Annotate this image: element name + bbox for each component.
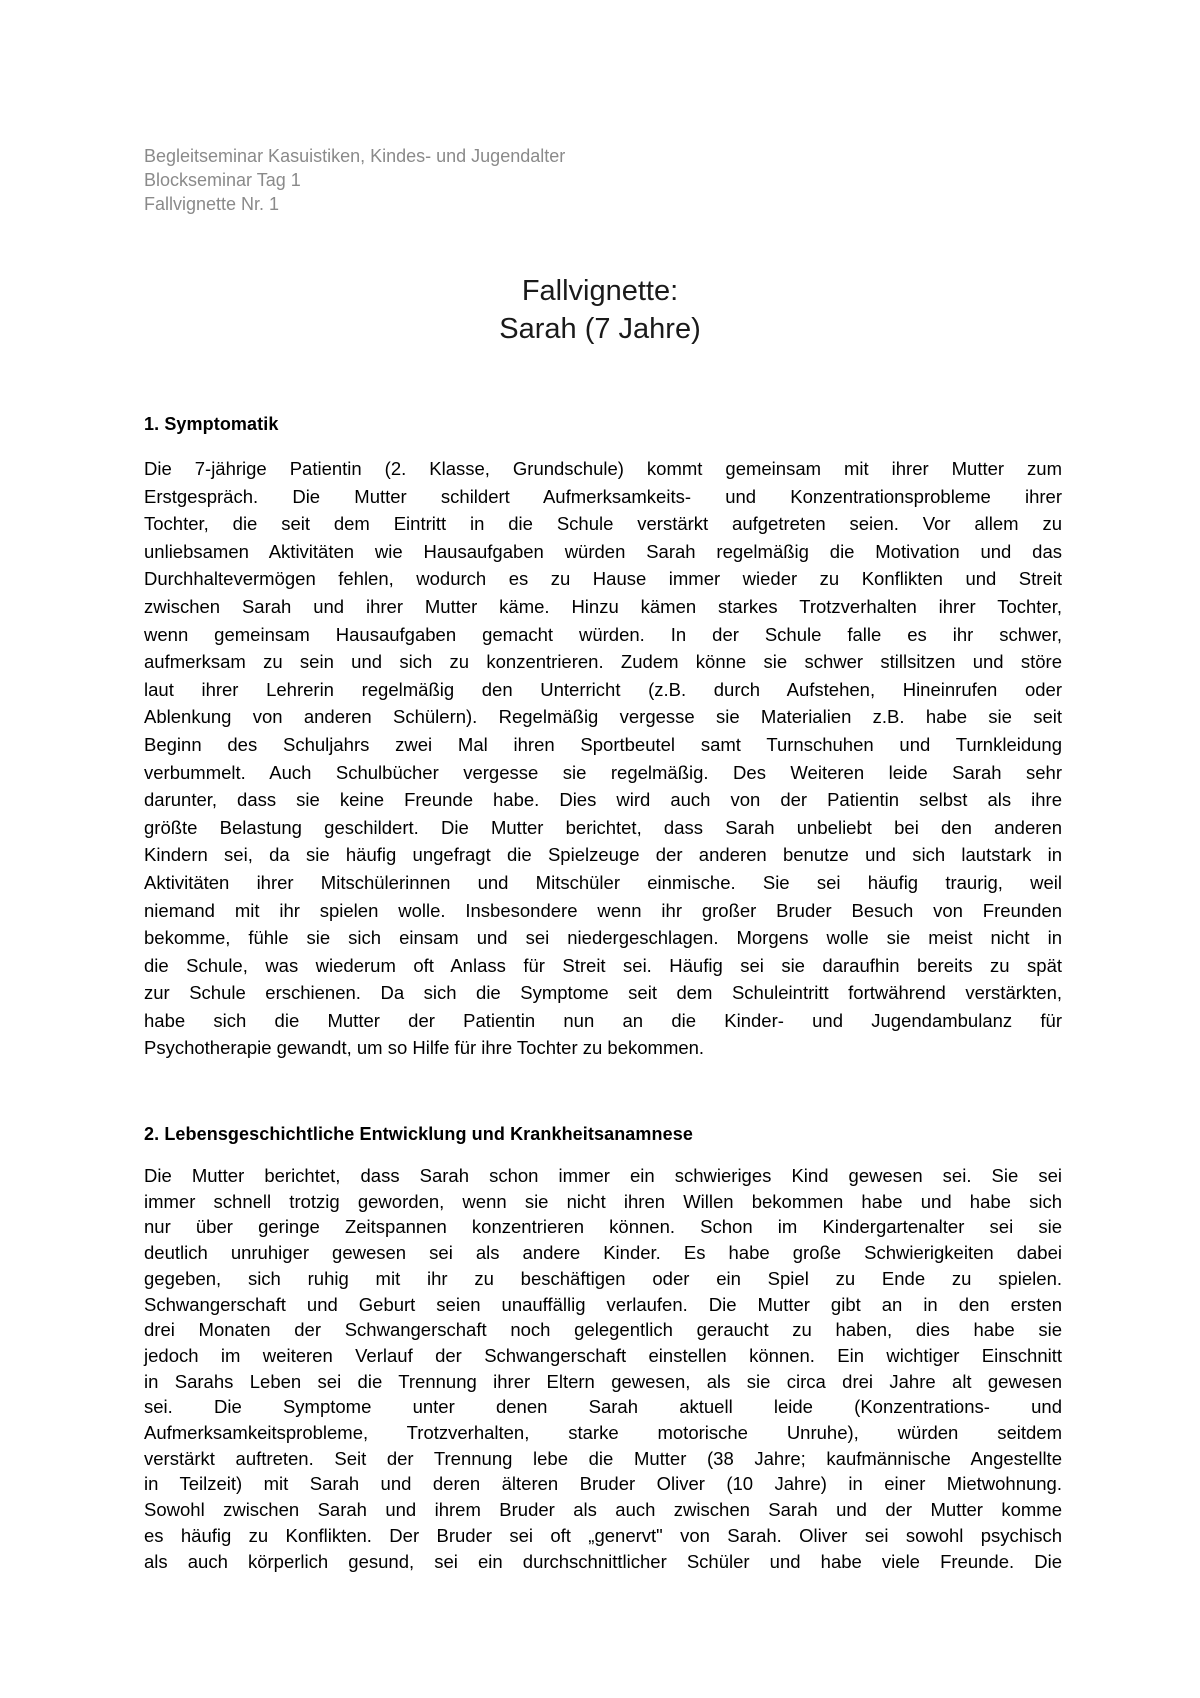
- paragraph-line: niemand mit ihr spielen wolle. Insbesondere wenn ihr großer Bruder Besuch von Freunden: [144, 899, 1062, 921]
- section-heading-symptomatik: 1. Symptomatik: [144, 414, 279, 434]
- paragraph-line: Aufmerksamkeitsprobleme, Trotzverhalten, starke motorische Unruhe), würden seitdem: [144, 1422, 1062, 1444]
- paragraph-line: habe sich die Mutter der Patientin nun an die Kinder- und Jugendambulanz für: [144, 1009, 1062, 1031]
- header-vignette-number: Fallvignette Nr. 1: [144, 194, 280, 214]
- paragraph-line: bekomme, fühle sie sich einsam und sei niedergeschlagen. Morgens wolle sie meist nicht in: [144, 927, 1062, 949]
- paragraph-line: Psychotherapie gewandt, um so Hilfe für ihre Tochter zu bekommen.: [144, 1037, 705, 1059]
- paragraph-line: in Sarahs Leben sei die Trennung ihrer Eltern gewesen, als sie circa drei Jahre alt gewesen: [144, 1370, 1062, 1392]
- paragraph-line: aufmerksam zu sein und sich zu konzentrieren. Zudem könne sie schwer stillsitzen und störe: [144, 651, 1062, 673]
- paragraph-line: Erstgespräch. Die Mutter schildert Aufmerksamkeits- und Konzentrationsprobleme ihrer: [144, 485, 1062, 507]
- title-line-1: Fallvignette:: [521, 275, 679, 307]
- paragraph-line: Kindern sei, da sie häufig ungefragt die Spielzeuge der anderen benutze und sich lautstark in: [144, 844, 1062, 866]
- document-header: [144, 144, 844, 216]
- header-session-line: Blockseminar Tag 1: [144, 170, 301, 190]
- paragraph-line: Aktivitäten ihrer Mitschülerinnen und Mitschüler einmische. Sie sei häufig traurig, weil: [144, 871, 1062, 893]
- paragraph-line: Schwangerschaft und Geburt seien unauffällig verlaufen. Die Mutter gibt an in den ersten: [144, 1293, 1062, 1315]
- paragraph-line: es häufig zu Konflikten. Der Bruder sei oft „genervt" von Sarah. Oliver sei sowohl psychisch: [144, 1524, 1062, 1546]
- paragraph-line: drei Monaten der Schwangerschaft noch gelegentlich geraucht zu haben, dies habe sie: [144, 1319, 1062, 1341]
- paragraph-line: wenn gemeinsam Hausaufgaben gemacht würden. In der Schule falle es ihr schwer,: [144, 623, 1062, 645]
- paragraph-line: nur über geringe Zeitspannen konzentrieren können. Schon im Kindergartenalter sei sie: [144, 1216, 1062, 1238]
- paragraph-line: Die Mutter berichtet, dass Sarah schon immer ein schwieriges Kind gewesen sei. Sie sei: [144, 1165, 1062, 1186]
- paragraph-line: Sowohl zwischen Sarah und ihrem Bruder als auch zwischen Sarah und der Mutter komme: [144, 1499, 1062, 1521]
- paragraph-line: jedoch im weiteren Verlauf der Schwangerschaft einstellen können. Ein wichtiger Einschnitt: [144, 1344, 1062, 1366]
- paragraph-line: in Teilzeit) mit Sarah und deren älteren Bruder Oliver (10 Jahre) in einer Mietwohnung.: [144, 1473, 1062, 1495]
- paragraph-line: Beginn des Schuljahrs zwei Mal ihren Sportbeutel samt Turnschuhen und Turnkleidung: [144, 733, 1062, 755]
- title-line-2: Sarah (7 Jahre): [499, 313, 701, 345]
- paragraph-line: Die 7-jährige Patientin (2. Klasse, Grundschule) kommt gemeinsam mit ihrer Mutter zum: [144, 458, 1062, 479]
- paragraph-line: verbummelt. Auch Schulbücher vergesse sie regelmäßig. Des Weiteren leide Sarah sehr: [144, 761, 1062, 783]
- paragraph-line: unliebsamen Aktivitäten wie Hausaufgaben würden Sarah regelmäßig die Motivation und das: [144, 540, 1062, 562]
- paragraph-line: darunter, dass sie keine Freunde habe. Dies wird auch von der Patientin selbst als ihre: [144, 789, 1062, 811]
- paragraph-line: deutlich unruhiger gewesen sei als andere Kinder. Es habe große Schwierigkeiten dabei: [144, 1242, 1062, 1264]
- document-title: [144, 272, 1056, 348]
- paragraph-line: größte Belastung geschildert. Die Mutter berichtet, dass Sarah unbeliebt bei den anderen: [144, 816, 1062, 838]
- header-course-line: Begleitseminar Kasuistiken, Kindes- und Jugendalter: [144, 146, 566, 166]
- paragraph-line: zur Schule erschienen. Da sich die Symptome seit dem Schuleintritt fortwährend verstärkten,: [144, 982, 1062, 1004]
- section-heading-lebensgeschichte: 2. Lebensgeschichtliche Entwicklung und Krankheitsanamnese: [144, 1124, 693, 1144]
- paragraph-line: zwischen Sarah und ihrer Mutter käme. Hinzu kämen starkes Trotzverhalten ihrer Tochter,: [144, 595, 1062, 617]
- paragraph-line: Ablenkung von anderen Schülern). Regelmäßig vergesse sie Materialien z.B. habe sie seit: [144, 706, 1062, 728]
- paragraph-line: laut ihrer Lehrerin regelmäßig den Unterricht (z.B. durch Aufstehen, Hineinrufen oder: [144, 678, 1062, 700]
- paragraph-line: Durchhaltevermögen fehlen, wodurch es zu Hause immer wieder zu Konflikten und Streit: [144, 568, 1062, 590]
- paragraph-line: immer schnell trotzig geworden, wenn sie nicht ihren Willen bekommen habe und habe sich: [144, 1190, 1062, 1212]
- paragraph-line: verstärkt auftreten. Seit der Trennung lebe die Mutter (38 Jahre; kaufmännische Angestellte: [144, 1447, 1062, 1469]
- paragraph-line: gegeben, sich ruhig mit ihr zu beschäftigen oder ein Spiel zu Ende zu spielen.: [144, 1267, 1062, 1289]
- paragraph-line: als auch körperlich gesund, sei ein durchschnittlicher Schüler und habe viele Freunde. Die: [144, 1550, 1062, 1572]
- paragraph-line: die Schule, was wiederum oft Anlass für Streit sei. Häufig sei sie daraufhin bereits zu spät: [144, 954, 1062, 976]
- section-body-lebensgeschichte: [144, 1163, 1062, 1574]
- section-body-symptomatik: [144, 455, 1062, 1062]
- paragraph-line: Tochter, die seit dem Eintritt in die Schule verstärkt aufgetreten seien. Vor allem zu: [144, 513, 1062, 535]
- paragraph-line: sei. Die Symptome unter denen Sarah aktuell leide (Konzentrations- und: [144, 1396, 1062, 1418]
